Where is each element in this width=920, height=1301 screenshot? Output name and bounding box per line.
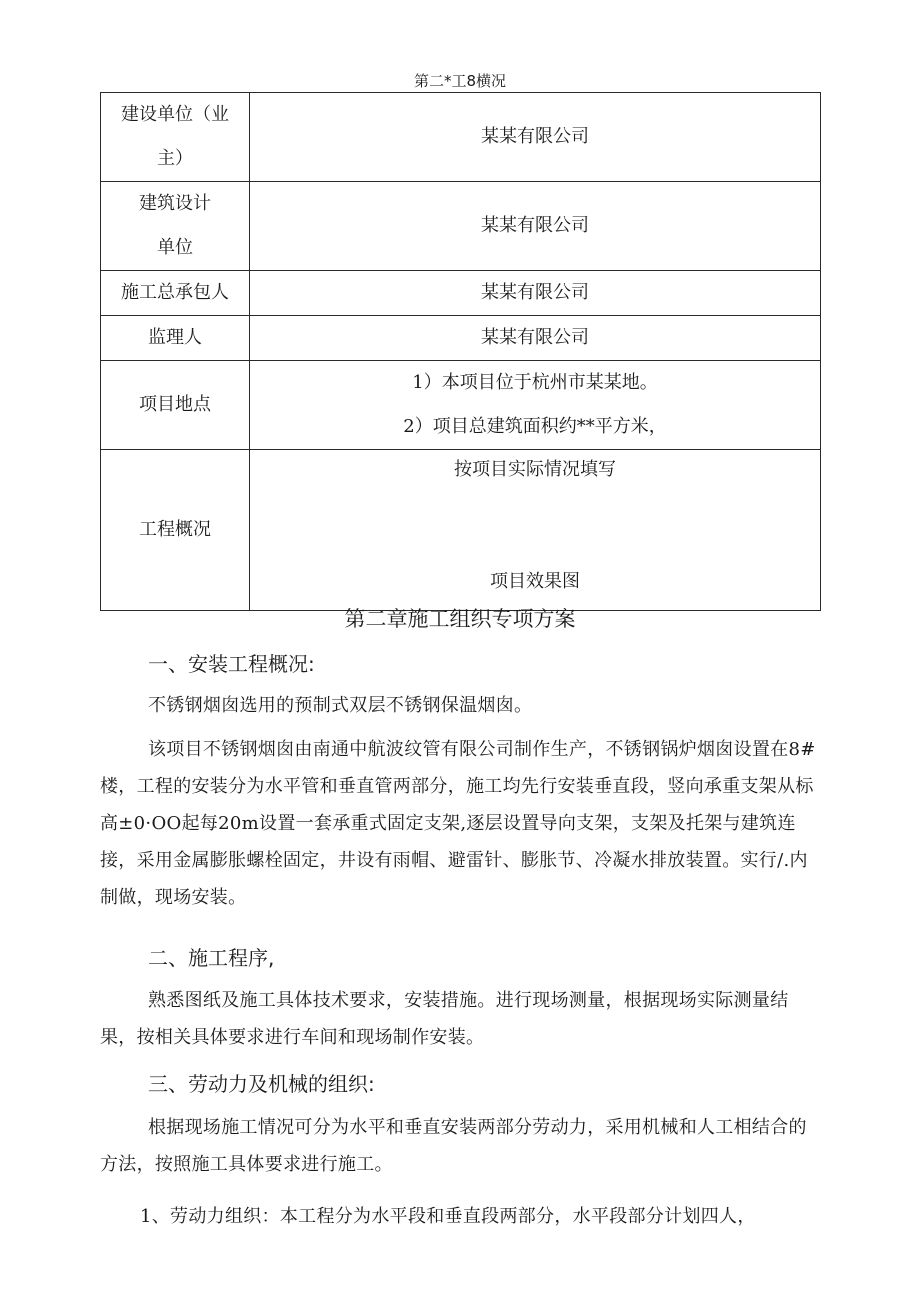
overview-note: 按项目实际情况填写: [454, 459, 616, 480]
table-row: [101, 450, 821, 611]
label-line: 建筑设计: [139, 193, 211, 214]
paragraph: 熟悉图纸及施工具体技术要求，安装措施。进行现场测量，根据现场实际测量结果，按相关具体要求进行车间和现场制作安装。: [100, 990, 789, 1048]
page-caption: 第二*工8横况: [413, 72, 507, 90]
paragraph: 1、劳动力组织：本工程分为水平段和垂直段两部分，水平段部分计划四人，: [140, 1206, 756, 1227]
row-value-owner: 某某有限公司: [250, 93, 821, 182]
location-line: 1）本项目位于杭州市某某地。: [412, 372, 658, 393]
row-label-overview: 工程概况: [101, 450, 250, 611]
table-row: [101, 93, 821, 182]
table-row: [101, 316, 821, 361]
location-line: 2）项目总建筑面积约**平方米，: [403, 416, 667, 437]
label-line: 建设单位（业: [121, 104, 229, 125]
row-label-contractor: 施工总承包人: [101, 271, 250, 316]
row-label-designer: [101, 182, 250, 271]
row-label-owner: [101, 93, 250, 182]
chapter-title: 第二章施工组织专项方案: [344, 607, 576, 631]
label-line: 主）: [157, 148, 193, 169]
section-heading: 一、安装工程概况:: [148, 652, 315, 676]
row-value-location: [250, 361, 821, 450]
table-row: [101, 361, 821, 450]
row-label-location: 项目地点: [101, 361, 250, 450]
paragraph: 不锈钢烟囱选用的预制式双层不锈钢保温烟囱。: [148, 695, 533, 716]
table-row: [101, 182, 821, 271]
row-value-overview: [250, 450, 821, 611]
table-row: [101, 271, 821, 316]
section-heading: 二、施工程序,: [148, 946, 275, 970]
row-label-supervisor: 监理人: [101, 316, 250, 361]
project-info-table: [100, 92, 821, 611]
section-heading: 三、劳动力及机械的组织:: [148, 1072, 375, 1096]
row-value-contractor: 某某有限公司: [250, 271, 821, 316]
row-value-designer: 某某有限公司: [250, 182, 821, 271]
paragraph: 根据现场施工情况可分为水平和垂直安装两部分劳动力，采用机械和人工相结合的方法，按照施工具体要求进行施工。: [100, 1117, 807, 1175]
label-line: 单位: [157, 237, 193, 258]
row-value-supervisor: 某某有限公司: [250, 316, 821, 361]
paragraph: 该项目不锈钢烟囱由南通中航波纹管有限公司制作生产，不锈钢锅炉烟囱设置在8#楼，工程的安装分为水平管和垂直管两部分，施工均先行安装垂直段，竖向承重支架从标高±0·OO起每20m设置一套承重式固定支架,逐层设置导向支架，支架及托架与建筑连接，采用金属膨胀螺栓固定，井设有雨帽、避雷针、膨胀节、冷凝水排放装置。实行/.内制做，现场安装。: [100, 739, 816, 908]
rendering-caption: 项目效果图: [490, 571, 580, 592]
